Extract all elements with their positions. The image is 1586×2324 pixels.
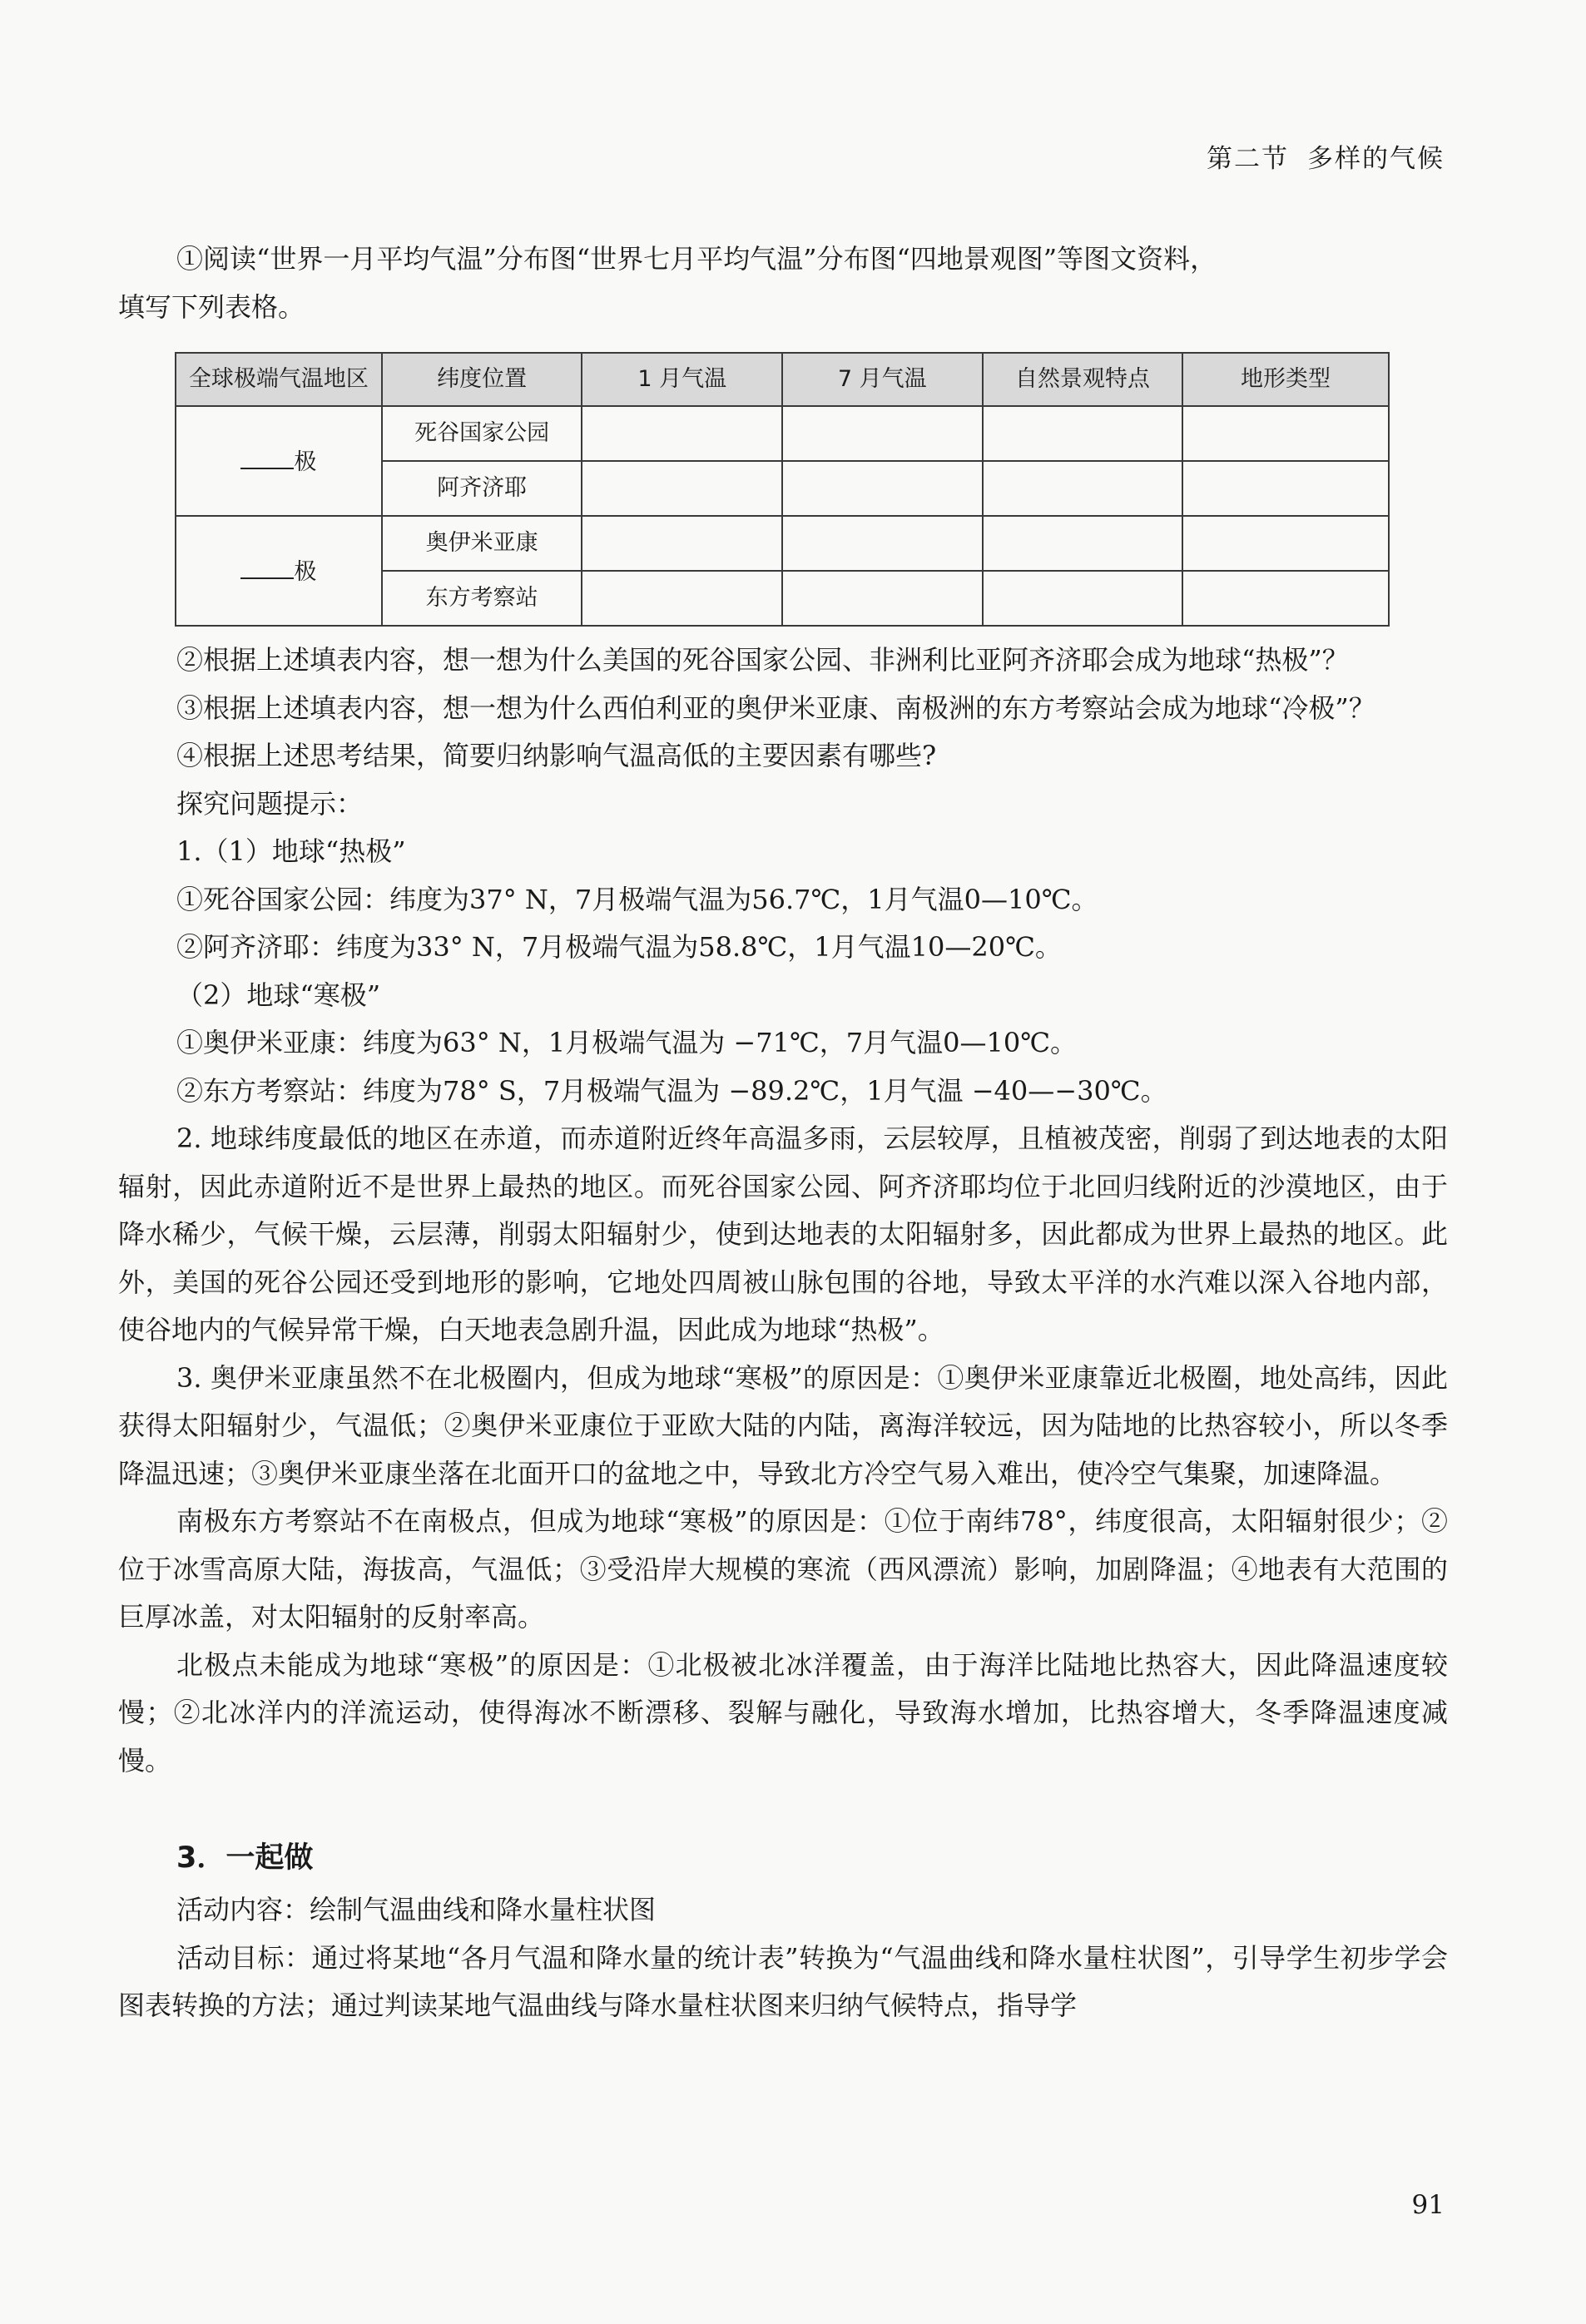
answer-cell[interactable]: [582, 461, 782, 516]
answer-cell[interactable]: [582, 406, 782, 461]
answer-cell[interactable]: [1182, 516, 1389, 571]
hint-aziziya: ②阿齐济耶：纬度为33° N，7月极端气温为58.8℃，1月气温10—20℃。: [176, 931, 1062, 963]
hot-pole-cell: [176, 406, 382, 516]
intro-line-1: ①阅读“世界一月平均气温”分布图“世界七月平均气温”分布图“四地景观图”等图文资料，: [176, 243, 1217, 275]
answer-cell[interactable]: [1182, 461, 1389, 516]
pole-suffix: 极: [294, 448, 317, 475]
answer-cell[interactable]: [983, 571, 1183, 626]
col-header-terrain: 地形类型: [1182, 353, 1389, 406]
hint-hot-pole-heading: 1.（1）地球“热极”: [176, 835, 406, 867]
answer-cell[interactable]: [582, 571, 782, 626]
extreme-temperature-table: [175, 352, 1390, 627]
answer-cell[interactable]: [1182, 571, 1389, 626]
answer-cell[interactable]: [983, 406, 1183, 461]
place-cell: 死谷国家公园: [382, 406, 582, 461]
col-header-landscape: 自然景观特点: [983, 353, 1183, 406]
header-section: 第二节: [1207, 144, 1289, 174]
page-number: 91: [1411, 2190, 1445, 2220]
answer-cell[interactable]: [983, 516, 1183, 571]
activity-content: 活动内容：绘制气温曲线和降水量柱状图: [176, 1894, 657, 1925]
col-header-region: 全球极端气温地区: [176, 353, 382, 406]
question-2: ②根据上述填表内容，想一想为什么美国的死谷国家公园、非洲利比亚阿齐济耶会成为地球“热极”？: [176, 644, 1349, 676]
pole-suffix: 极: [294, 558, 317, 585]
col-header-jul-temp: 7 月气温: [782, 353, 983, 406]
hint-vostok: ②东方考察站：纬度为78° S，7月极端气温为 −89.2℃，1月气温 −40—−30℃。: [176, 1074, 1167, 1107]
hint-heading: 探究问题提示：: [176, 787, 364, 820]
answer-cell[interactable]: [782, 406, 983, 461]
answer-cell[interactable]: [582, 516, 782, 571]
question-3: ③根据上述填表内容，想一想为什么西伯利亚的奥伊米亚康、南极洲的东方考察站会成为地球“冷极”？: [176, 691, 1375, 724]
table-header-row: [176, 353, 1389, 406]
explanation-3: 3. 奥伊米亚康虽然不在北极圈内，但成为地球“寒极”的原因是：①奥伊米亚康靠近北极圈，地处高纬，因此获得太阳辐射少，气温低；②奥伊米亚康位于亚欧大陆的内陆，离海洋较远，因为陆地的比热容较小，所以冬季降温迅速；③奥伊米亚康坐落在北面开口的盆地之中，导致北方冷空气易入难出，使冷空气集聚，加速降温。: [118, 1361, 1448, 1489]
place-cell: 奥伊米亚康: [382, 516, 582, 571]
page-content: [118, 235, 1448, 2030]
answer-cell[interactable]: [782, 571, 983, 626]
question-4: ④根据上述思考结果，简要归纳影响气温高低的主要因素有哪些?: [176, 740, 937, 771]
table-row: [176, 406, 1389, 461]
answer-cell[interactable]: [983, 461, 1183, 516]
header-title: 多样的气候: [1307, 144, 1445, 174]
explanation-north-pole: 北极点未能成为地球“寒极”的原因是：①北极被北冰洋覆盖，由于海洋比陆地比热容大，因此降温速度较慢；②北冰洋内的洋流运动，使得海冰不断漂移、裂解与融化，导致海水增加，比热容增大，冬季降温速度减慢。: [118, 1648, 1448, 1776]
hint-death-valley: ①死谷国家公园：纬度为37° N，7月极端气温为56.7℃，1月气温0—10℃。: [176, 883, 1098, 915]
hint-oymyakon: ①奥伊米亚康：纬度为63° N，1月极端气温为 −71℃，7月气温0—10℃。: [176, 1027, 1077, 1058]
place-cell: 阿齐济耶: [382, 461, 582, 516]
fill-blank[interactable]: [240, 556, 294, 579]
section-3-heading: 3．一起做: [176, 1841, 314, 1875]
explanation-vostok: 南极东方考察站不在南极点，但成为地球“寒极”的原因是：①位于南纬78°，纬度很高，太阳辐射很少；②位于冰雪高原大陆，海拔高，气温低；③受沿岸大规模的寒流（西风漂流）影响，加剧降温；④地表有大范围的巨厚冰盖，对太阳辐射的反射率高。: [118, 1505, 1448, 1633]
explanation-2: 2. 地球纬度最低的地区在赤道，而赤道附近终年高温多雨，云层较厚，且植被茂密，削弱了到达地表的太阳辐射，因此赤道附近不是世界上最热的地区。而死谷国家公园、阿齐济耶均位于北回归线附近的沙漠地区，由于降水稀少，气候干燥，云层薄，削弱太阳辐射少，使到达地表的太阳辐射多，因此都成为世界上最热的地区。此外，美国的死谷公园还受到地形的影响，它地处四周被山脉包围的谷地，导致太平洋的水汽难以深入谷地内部，使谷地内的气候异常干燥，白天地表急剧升温，因此成为地球“热极”。: [118, 1122, 1448, 1345]
running-header: [1207, 137, 1445, 175]
place-cell: 东方考察站: [382, 571, 582, 626]
table-row: [176, 516, 1389, 571]
fill-blank[interactable]: [240, 446, 294, 469]
cold-pole-cell: [176, 516, 382, 626]
answer-cell[interactable]: [782, 516, 983, 571]
answer-cell[interactable]: [782, 461, 983, 516]
activity-goal: 活动目标：通过将某地“各月气温和降水量的统计表”转换为“气温曲线和降水量柱状图”，引导学生初步学会图表转换的方法；通过判读某地气温曲线与降水量柱状图来归纳气候特点，指导学: [118, 1941, 1448, 2021]
col-header-jan-temp: 1 月气温: [582, 353, 782, 406]
col-header-latitude: 纬度位置: [382, 353, 582, 406]
hint-cold-pole-heading: （2）地球“寒极”: [176, 979, 381, 1011]
intro-line-2: 填写下列表格。: [118, 290, 305, 323]
answer-cell[interactable]: [1182, 406, 1389, 461]
